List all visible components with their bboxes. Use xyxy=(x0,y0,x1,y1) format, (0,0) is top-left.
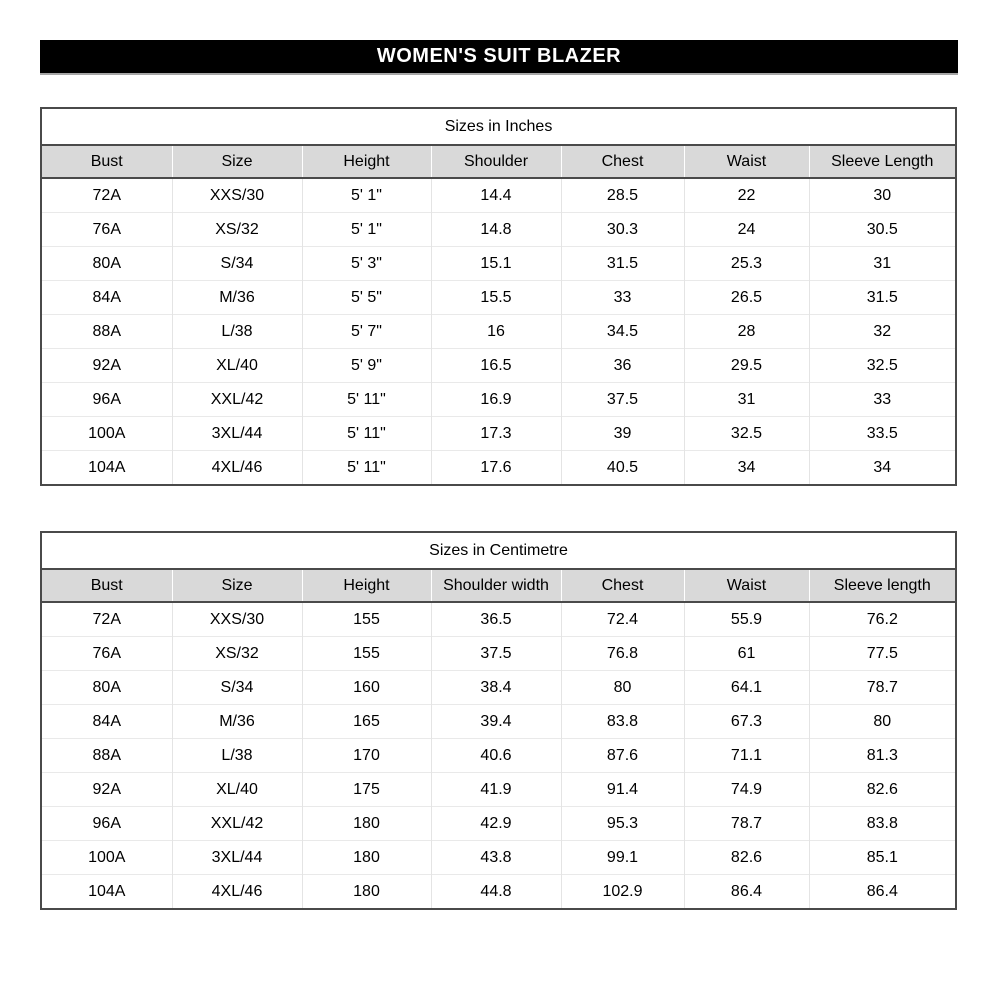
table-cell: 22 xyxy=(684,178,809,213)
table-cell: 16.9 xyxy=(431,383,561,417)
table-cell: 87.6 xyxy=(561,739,684,773)
table-cell: 14.4 xyxy=(431,178,561,213)
table-cell: 180 xyxy=(302,807,431,841)
table-cell: 32.5 xyxy=(684,417,809,451)
column-header: Sleeve length xyxy=(809,569,956,602)
table-cell: 5' 11" xyxy=(302,383,431,417)
table-cell: 81.3 xyxy=(809,739,956,773)
table-cell: 80 xyxy=(561,671,684,705)
column-header: Bust xyxy=(41,145,172,178)
table-cell: 15.5 xyxy=(431,281,561,315)
table-cell: 83.8 xyxy=(561,705,684,739)
page-title: WOMEN'S SUIT BLAZER xyxy=(376,45,622,67)
table-cell: XL/40 xyxy=(172,349,302,383)
table-cell: 36 xyxy=(561,349,684,383)
table-cell: 170 xyxy=(302,739,431,773)
table-cell: 55.9 xyxy=(684,602,809,637)
table-cell: 42.9 xyxy=(431,807,561,841)
table-cell: 5' 7" xyxy=(302,315,431,349)
table-title-row xyxy=(41,108,956,145)
column-header: Sleeve Length xyxy=(809,145,956,178)
table-cell: 86.4 xyxy=(809,875,956,910)
table-row xyxy=(41,281,956,315)
table-row xyxy=(41,315,956,349)
table-cell: 17.3 xyxy=(431,417,561,451)
table-cell: 16 xyxy=(431,315,561,349)
table-cell: L/38 xyxy=(172,315,302,349)
table-cell: 44.8 xyxy=(431,875,561,910)
table-cell: 84A xyxy=(41,281,172,315)
table-cell: XXS/30 xyxy=(172,178,302,213)
column-header: Waist xyxy=(684,569,809,602)
table-cell: 100A xyxy=(41,841,172,875)
table-cell: 78.7 xyxy=(809,671,956,705)
table-cell: S/34 xyxy=(172,247,302,281)
table-cell: XXL/42 xyxy=(172,383,302,417)
table-cell: XXS/30 xyxy=(172,602,302,637)
table-row xyxy=(41,739,956,773)
table-cell: 71.1 xyxy=(684,739,809,773)
sizes-in-centimetre-table xyxy=(40,531,957,910)
table-cell: 72A xyxy=(92,186,121,204)
table-cell: 91.4 xyxy=(561,773,684,807)
column-header: Size xyxy=(172,145,302,178)
table-cell: 96A xyxy=(41,383,172,417)
table-row xyxy=(41,417,956,451)
sizes-in-inches-table xyxy=(40,107,957,486)
column-header-row xyxy=(41,569,956,602)
table-row xyxy=(41,213,956,247)
table-cell: 96A xyxy=(41,807,172,841)
column-header: Height xyxy=(302,569,431,602)
table-cell: 80A xyxy=(41,671,172,705)
table-cell: 41.9 xyxy=(431,773,561,807)
table-cell: 77.5 xyxy=(809,637,956,671)
table-row xyxy=(41,383,956,417)
table-cell: 82.6 xyxy=(809,773,956,807)
table-cell: 76A xyxy=(41,637,172,671)
table-cell: 31.5 xyxy=(561,247,684,281)
table-cell: 34.5 xyxy=(561,315,684,349)
column-header: Chest xyxy=(561,569,684,602)
table-cell: 92A xyxy=(41,773,172,807)
table-cell: 72A xyxy=(92,610,121,628)
table-cell: XS/32 xyxy=(172,213,302,247)
table-cell: 15.1 xyxy=(431,247,561,281)
table-cell: 16.5 xyxy=(431,349,561,383)
table-row xyxy=(41,247,956,281)
table-cell: 37.5 xyxy=(561,383,684,417)
table-cell: 40.6 xyxy=(431,739,561,773)
table-cell: 33 xyxy=(809,383,956,417)
table-cell: 4XL/46 xyxy=(172,875,302,910)
table-cell: 5' 1" xyxy=(302,178,431,213)
table-cell: 175 xyxy=(302,773,431,807)
table-cell: 67.3 xyxy=(684,705,809,739)
table-cell: 30 xyxy=(809,178,956,213)
table-cell: 104A xyxy=(41,451,172,486)
table-cell: 5' 3" xyxy=(302,247,431,281)
table-row xyxy=(41,773,956,807)
table-cell: 31 xyxy=(684,383,809,417)
table-row xyxy=(41,349,956,383)
table-cell: 33 xyxy=(561,281,684,315)
table-cell: 32 xyxy=(809,315,956,349)
table-cell: 28.5 xyxy=(561,178,684,213)
table-cell: 34 xyxy=(684,451,809,486)
table-cell: 28 xyxy=(684,315,809,349)
table-cell: 83.8 xyxy=(809,807,956,841)
table-cell: 25.3 xyxy=(684,247,809,281)
table-cell: 61 xyxy=(684,637,809,671)
table-title: Sizes in Inches xyxy=(41,108,956,145)
table-cell: 92A xyxy=(41,349,172,383)
table-cell: 88A xyxy=(41,315,172,349)
table-row xyxy=(41,705,956,739)
table-cell: 38.4 xyxy=(431,671,561,705)
table-row xyxy=(41,671,956,705)
table-title: Sizes in Centimetre xyxy=(41,532,956,569)
column-header: Shoulder width xyxy=(431,569,561,602)
table-cell: XXL/42 xyxy=(172,807,302,841)
table-cell: 5' 11" xyxy=(302,417,431,451)
table-cell: 76.2 xyxy=(809,602,956,637)
column-header: Bust xyxy=(41,569,172,602)
table-row xyxy=(41,841,956,875)
table-cell: 3XL/44 xyxy=(172,417,302,451)
table-cell: 160 xyxy=(302,671,431,705)
table-cell: 14.8 xyxy=(431,213,561,247)
table-cell: 40.5 xyxy=(561,451,684,486)
table-cell: 72.4 xyxy=(561,602,684,637)
table-cell: 33.5 xyxy=(809,417,956,451)
table-cell: 165 xyxy=(302,705,431,739)
table-cell: 104A xyxy=(41,875,172,910)
table-cell: 5' 11" xyxy=(302,451,431,486)
table-cell: 30.5 xyxy=(809,213,956,247)
table-cell: 99.1 xyxy=(561,841,684,875)
table-row xyxy=(41,637,956,671)
table-row xyxy=(41,807,956,841)
table-cell: 155 xyxy=(302,637,431,671)
table-cell: 36.5 xyxy=(431,602,561,637)
table-cell: L/38 xyxy=(172,739,302,773)
table-row xyxy=(41,451,956,486)
table-cell: 4XL/46 xyxy=(172,451,302,486)
table-cell: 82.6 xyxy=(684,841,809,875)
table-cell: 86.4 xyxy=(684,875,809,910)
table-cell: 32.5 xyxy=(809,349,956,383)
column-header: Size xyxy=(172,569,302,602)
table-cell: 78.7 xyxy=(684,807,809,841)
table-cell: 37.5 xyxy=(431,637,561,671)
table-cell: 180 xyxy=(302,875,431,910)
table-cell: XL/40 xyxy=(172,773,302,807)
table-cell: 17.6 xyxy=(431,451,561,486)
table-cell: 43.8 xyxy=(431,841,561,875)
table-cell: 155 xyxy=(302,602,431,637)
table-cell: 39 xyxy=(561,417,684,451)
table-row xyxy=(41,178,956,213)
table-cell: 95.3 xyxy=(561,807,684,841)
table-cell: 64.1 xyxy=(684,671,809,705)
table-cell: 24 xyxy=(684,213,809,247)
column-header: Waist xyxy=(684,145,809,178)
table-cell: 5' 1" xyxy=(302,213,431,247)
table-title-row xyxy=(41,532,956,569)
table-cell: 180 xyxy=(302,841,431,875)
table-cell: 80 xyxy=(809,705,956,739)
column-header: Chest xyxy=(561,145,684,178)
table-row xyxy=(41,602,956,637)
table-cell: 39.4 xyxy=(431,705,561,739)
table-cell: 31 xyxy=(809,247,956,281)
table-cell: 74.9 xyxy=(684,773,809,807)
title-banner xyxy=(40,40,958,75)
table-cell: 5' 5" xyxy=(302,281,431,315)
column-header: Shoulder xyxy=(431,145,561,178)
table-cell: 5' 9" xyxy=(302,349,431,383)
table-cell: S/34 xyxy=(172,671,302,705)
table-cell: 3XL/44 xyxy=(172,841,302,875)
table-cell: 29.5 xyxy=(684,349,809,383)
table-cell: M/36 xyxy=(172,281,302,315)
column-header: Height xyxy=(302,145,431,178)
table-cell: 84A xyxy=(41,705,172,739)
table-cell: 100A xyxy=(41,417,172,451)
table-cell: 31.5 xyxy=(809,281,956,315)
table-cell: 88A xyxy=(41,739,172,773)
table-cell: XS/32 xyxy=(172,637,302,671)
table-cell: M/36 xyxy=(172,705,302,739)
table-cell: 26.5 xyxy=(684,281,809,315)
table-cell: 85.1 xyxy=(809,841,956,875)
table-row xyxy=(41,875,956,910)
table-cell: 102.9 xyxy=(561,875,684,910)
table-cell: 76A xyxy=(41,213,172,247)
column-header-row xyxy=(41,145,956,178)
table-cell: 34 xyxy=(809,451,956,486)
table-cell: 76.8 xyxy=(561,637,684,671)
table-cell: 30.3 xyxy=(561,213,684,247)
table-cell: 80A xyxy=(41,247,172,281)
